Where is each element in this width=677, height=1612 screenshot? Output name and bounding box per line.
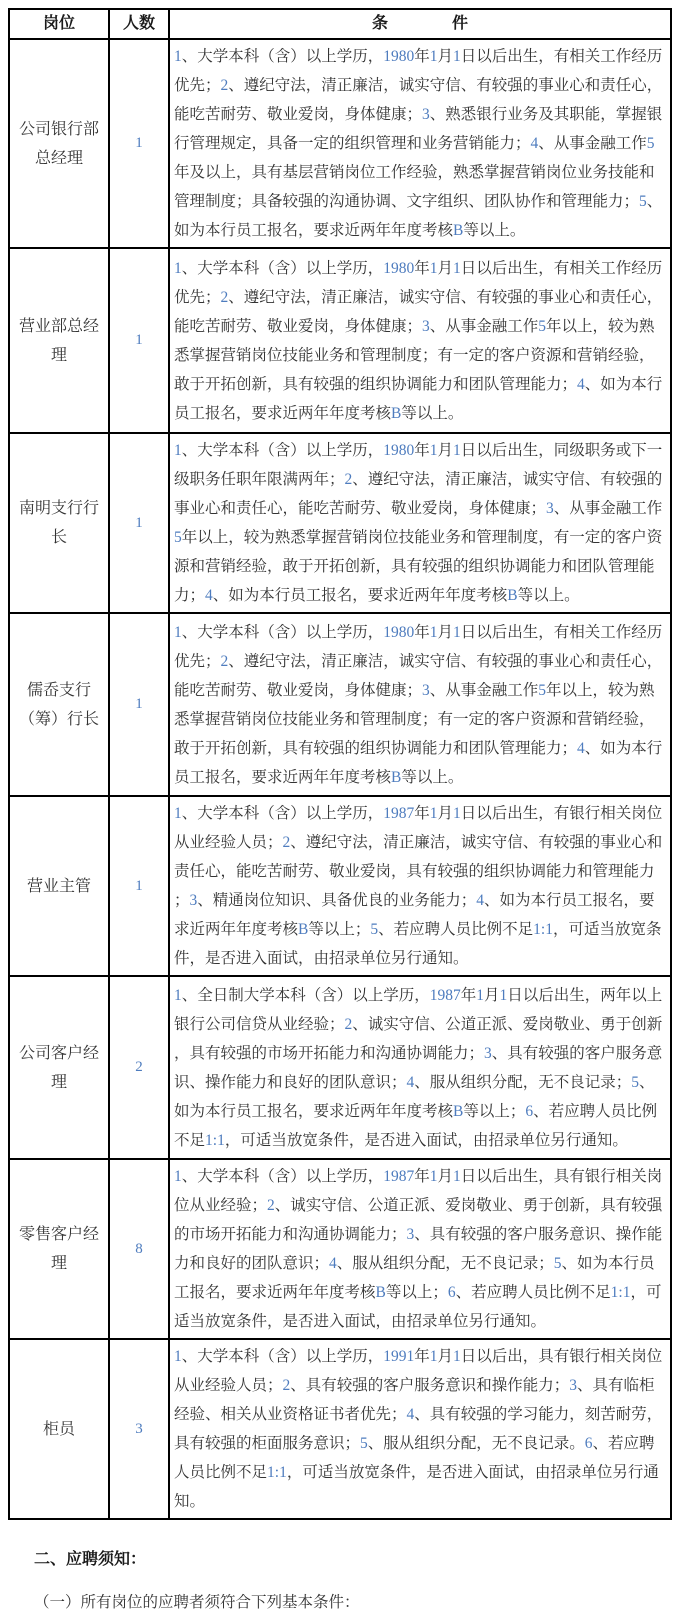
conditions-cell: 1、大学本科（含）以上学历，1987年1月1日以后出生，具有银行相关岗位从业经验；2、诚实守信、公道正派、爱岗敬业、勇于创新，具有较强的市场开拓能力和沟通协调能力；3、具有较强的客户服务意识、操作能力和良好的团队意识；4、服从组织分配，无不良记录；5、如为本行员工报名，要求近两年年度考核B等以上；6、若应聘人员比例不足1:1，可适当放宽条件，是否进入面试，由招录单位另行通知。 [169, 1159, 671, 1339]
table-row [9, 1159, 671, 1339]
header-conditions: 条 件 [169, 9, 671, 39]
table-row [9, 1339, 671, 1519]
position-cell: 营业部总经理 [9, 248, 109, 433]
subsection-basic-conditions: （一）所有岗位的应聘者须符合下列基本条件： [34, 1594, 360, 1611]
table-row [9, 613, 671, 796]
count-cell: 2 [109, 976, 169, 1159]
conditions-cell: 1、全日制大学本科（含）以上学历，1987年1月1日以后出生，两年以上银行公司信贷从业经验；2、诚实守信、公道正派、爱岗敬业、勇于创新，具有较强的市场开拓能力和沟通协调能力；3、具有较强的客户服务意识、操作能力和良好的团队意识；4、服从组织分配，无不良记录；5、如为本行员工报名，要求近两年年度考核B等以上；6、若应聘人员比例不足1:1，可适当放宽条件，是否进入面试，由招录单位另行通知。 [169, 976, 671, 1159]
count-cell: 3 [109, 1339, 169, 1519]
count-cell: 1 [109, 613, 169, 796]
position-cell: 营业主管 [9, 796, 109, 976]
position-cell: 公司客户经理 [9, 976, 109, 1159]
section-title: 二、应聘须知： [34, 1551, 147, 1568]
count-cell: 1 [109, 39, 169, 248]
count-cell: 8 [109, 1159, 169, 1339]
position-cell: 零售客户经理 [9, 1159, 109, 1339]
position-cell: 南明支行行长 [9, 433, 109, 613]
conditions-cell: 1、大学本科（含）以上学历，1980年1月1日以后出生，有相关工作经历优先；2、遵纪守法，清正廉洁，诚实守信、有较强的事业心和责任心，能吃苦耐劳、敬业爱岗，身体健康；3、从事金融工作5年以上，较为熟悉掌握营销岗位技能业务和管理制度；有一定的客户资源和营销经验，敢于开拓创新，具有较强的组织协调能力和团队管理能力；4、如为本行员工报名，要求近两年年度考核B等以上。 [169, 248, 671, 433]
conditions-cell: 1、大学本科（含）以上学历，1987年1月1日以后出生，有银行相关岗位从业经验人员；2、遵纪守法，清正廉洁，诚实守信、有较强的事业心和责任心，能吃苦耐劳、敬业爱岗，具有较强的组织协调能力和管理能力；3、精通岗位知识、具备优良的业务能力；4、如为本行员工报名，要求近两年年度考核B等以上；5、若应聘人员比例不足1:1，可适当放宽条件，是否进入面试，由招录单位另行通知。 [169, 796, 671, 976]
table-row [9, 976, 671, 1159]
header-position: 岗位 [9, 9, 109, 39]
count-cell: 1 [109, 796, 169, 976]
positions-table [8, 8, 672, 1520]
application-notes-section [8, 1546, 670, 1612]
conditions-cell: 1、大学本科（含）以上学历，1980年1月1日以后出生，有相关工作经历优先；2、遵纪守法，清正廉洁，诚实守信、有较强的事业心和责任心，能吃苦耐劳、敬业爱岗，身体健康；3、熟悉银行业务及其职能，掌握银行管理规定，具备一定的组织管理和业务营销能力；4、从事金融工作5年及以上，具有基层营销岗位工作经验，熟悉掌握营销岗位业务技能和管理制度；具备较强的沟通协调、文字组织、团队协作和管理能力；5、如为本行员工报名，要求近两年年度考核B等以上。 [169, 39, 671, 248]
header-count: 人数 [109, 9, 169, 39]
position-cell: 柜员 [9, 1339, 109, 1519]
count-cell: 1 [109, 248, 169, 433]
conditions-cell: 1、大学本科（含）以上学历，1991年1月1日以后出，具有银行相关岗位从业经验人员；2、具有较强的客户服务意识和操作能力；3、具有临柜经验、相关从业资格证书者优先；4、具有较强的学习能力，刻苦耐劳，具有较强的柜面服务意识；5、服从组织分配，无不良记录。6、若应聘人员比例不足1:1，可适当放宽条件，是否进入面试，由招录单位另行通知。 [169, 1339, 671, 1519]
position-cell: 儒岙支行（筹）行长 [9, 613, 109, 796]
position-cell: 公司银行部总经理 [9, 39, 109, 248]
count-cell: 1 [109, 433, 169, 613]
table-row [9, 248, 671, 433]
table-header-row [9, 9, 671, 39]
table-row [9, 433, 671, 613]
table-row [9, 796, 671, 976]
conditions-cell: 1、大学本科（含）以上学历，1980年1月1日以后出生，同级职务或下一级职务任职年限满两年；2、遵纪守法，清正廉洁，诚实守信、有较强的事业心和责任心，能吃苦耐劳、敬业爱岗，身体健康；3、从事金融工作5年以上，较为熟悉掌握营销岗位技能业务和管理制度，有一定的客户资源和营销经验，敢于开拓创新，具有较强的组织协调能力和团队管理能力；4、如为本行员工报名，要求近两年年度考核B等以上。 [169, 433, 671, 613]
conditions-cell: 1、大学本科（含）以上学历，1980年1月1日以后出生，有相关工作经历优先；2、遵纪守法，清正廉洁，诚实守信、有较强的事业心和责任心，能吃苦耐劳、敬业爱岗，身体健康；3、从事金融工作5年以上，较为熟悉掌握营销岗位技能业务和管理制度；有一定的客户资源和营销经验，敢于开拓创新，具有较强的组织协调能力和团队管理能力；4、如为本行员工报名，要求近两年年度考核B等以上。 [169, 613, 671, 796]
table-row [9, 39, 671, 248]
